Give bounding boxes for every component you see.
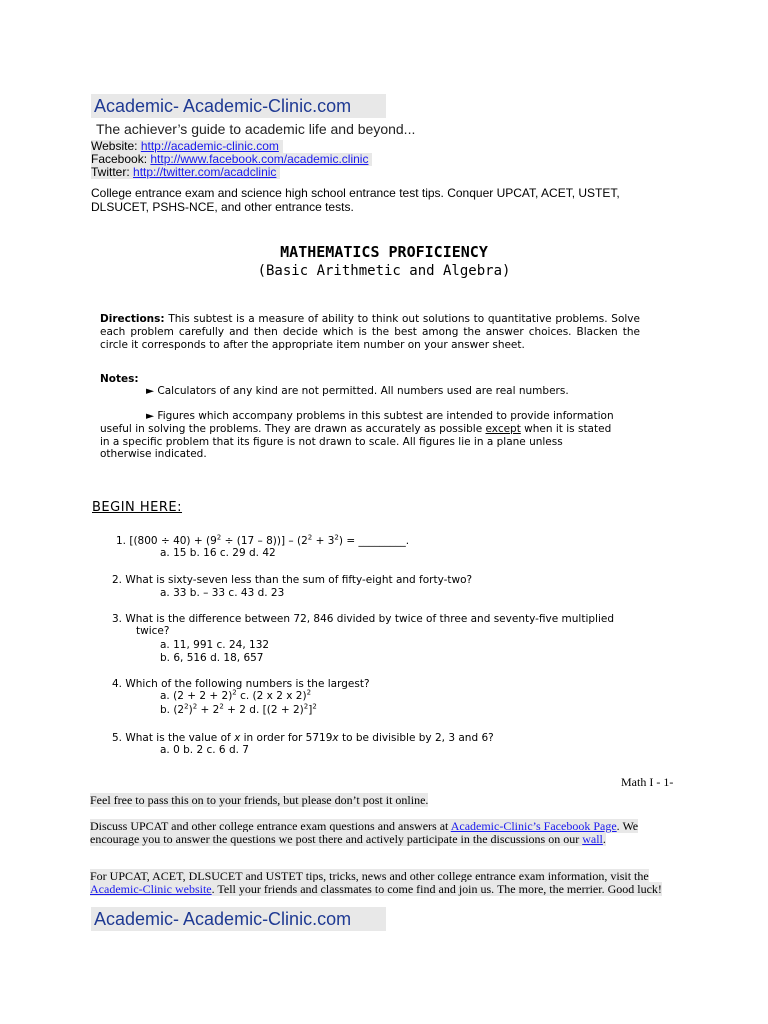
- note-2: [100, 410, 616, 461]
- question-3-answers-2: b. 6, 516 d. 18, 657: [160, 652, 264, 664]
- question-3: [112, 613, 614, 626]
- intro-text: [91, 186, 651, 214]
- page-subtitle: (Basic Arithmetic and Algebra): [257, 263, 511, 279]
- footer-p2: [90, 820, 675, 845]
- question-4-answers-2: b. $(2^2)^2 + 2^2 + 2$ d. $[(2 + 2)^2]^2$: [160, 702, 317, 716]
- site-banner: Academic- Academic-Clinic.com: [91, 94, 386, 118]
- twitter-link[interactable]: http://twitter.com/acadclinic: [133, 165, 277, 179]
- question-3-text-cont: twice?: [136, 625, 170, 637]
- question-1-answers: a. 15 b. 16 c. 29 d. 42: [160, 547, 276, 559]
- note-2-part-a: ► Figures which accompany problems in this subtest are intended to provide information useful in solving the problems. They are drawn as accurately as possible: [100, 410, 614, 435]
- footer-p2-text-c: .: [602, 831, 606, 846]
- footer-p3: [90, 870, 680, 895]
- footer-p3-text-a: For UPCAT, ACET, DLSUCET and USTET tips, tricks, news and other college entrance exam information, visit the: [90, 869, 649, 883]
- site-banner-bottom: Academic- Academic-Clinic.com: [91, 907, 386, 931]
- question-3-number: 3.: [112, 613, 123, 625]
- question-2-answers: a. 33 b. – 33 c. 43 d. 23: [160, 587, 285, 599]
- website-link[interactable]: http://academic-clinic.com: [140, 139, 279, 153]
- page-number: Math I - 1-: [621, 775, 674, 789]
- question-2-number: 2.: [112, 574, 123, 586]
- footer-p2-text-b: . We encourage you to answer the questions we post there and actively participate in the discussions on our: [90, 819, 639, 846]
- footer-p1-text: Feel free to pass this on to your friends, but please don’t post it online.: [90, 793, 429, 807]
- intro-line-1: College entrance exam and science high school entrance test tips. Conquer UPCAT, ACET, USTET,: [91, 186, 620, 200]
- facebook-link[interactable]: http://www.facebook.com/academic.clinic: [150, 152, 369, 166]
- website-text-link[interactable]: Academic-Clinic website: [90, 881, 212, 896]
- page-title: MATHEMATICS PROFICIENCY: [280, 243, 488, 261]
- directions-text: This subtest is a measure of ability to think out solutions to quantitative problems. Solve each problem carefully and then decide which is the best among the answer choices. Blacken the circle it corresponds to after the appropriate item number on your answer sheet.: [100, 313, 640, 351]
- facebook-page-link[interactable]: Academic-Clinic’s Facebook Page: [450, 819, 617, 833]
- directions: [100, 313, 640, 351]
- question-3-answers-1: a. 11, 991 c. 24, 132: [160, 639, 270, 651]
- facebook-label: Facebook:: [91, 152, 151, 166]
- twitter-label: Twitter:: [91, 165, 134, 179]
- note-2-except: except: [485, 422, 521, 435]
- directions-label: Directions:: [100, 313, 165, 325]
- note-2-part-b: when it is stated in a specific problem that its figure is not drawn to scale. All figures lie in a plane unless otherwise indicated.: [100, 422, 612, 461]
- footer-p1: [90, 794, 680, 807]
- question-5-number: 5.: [112, 732, 123, 744]
- notes-heading: Notes:: [100, 373, 139, 385]
- footer-p3-text-b: . Tell your friends and classmates to come find and join us. The more, the merrier. Good luck!: [211, 881, 662, 896]
- begin-here-heading: BEGIN HERE:: [92, 500, 183, 515]
- question-3-text: What is the difference between 72, 846 divided by twice of three and seventy-five multiplied: [125, 613, 614, 625]
- intro-line-2: DLSUCET, PSHS-NCE, and other entrance tests.: [91, 200, 354, 214]
- twitter-row: [91, 166, 280, 179]
- question-2: [112, 574, 472, 587]
- question-4-answers-1: a. $(2 + 2 + 2)^2$ c. (2 x 2 x 2)$^2$: [160, 688, 312, 702]
- question-4: [112, 678, 370, 691]
- question-1-number: 1.: [116, 535, 127, 547]
- question-5-answers: a. 0 b. 2 c. 6 d. 7: [160, 744, 249, 756]
- question-1: 1. $[(800 \div 40) + (9^2 \div (17 - 8))] - (2^2 + 3^2)$ = _________.: [116, 533, 410, 547]
- wall-link[interactable]: wall: [582, 831, 603, 846]
- website-label: Website:: [91, 139, 141, 153]
- question-2-text: What is sixty-seven less than the sum of fifty-eight and forty-two?: [125, 574, 473, 586]
- question-5: 5. What is the value of x in order for 5719x to be divisible by 2, 3 and 6?: [112, 732, 494, 744]
- note-1: ► Calculators of any kind are not permitted. All numbers used are real numbers.: [146, 385, 569, 397]
- question-4-number: 4.: [112, 678, 123, 690]
- footer-p2-text-a: Discuss UPCAT and other college entrance exam questions and answers at: [90, 819, 451, 833]
- question-4-text: Which of the following numbers is the largest?: [125, 678, 370, 690]
- tagline: The achiever’s guide to academic life and beyond...: [96, 121, 416, 137]
